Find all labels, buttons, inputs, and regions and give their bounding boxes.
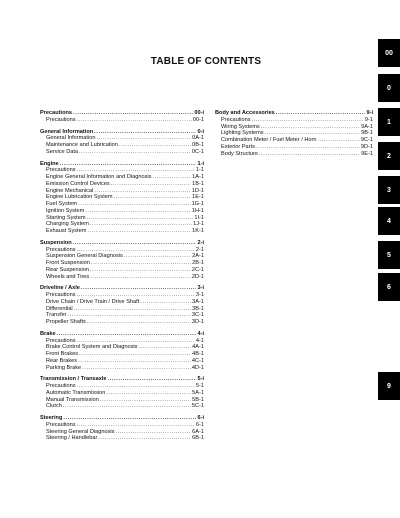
toc-left-column: [40, 110, 204, 447]
toc-section-title: Body and Accessories: [215, 110, 275, 116]
toc-entry-title: Brake Control System and Diagnosis: [46, 344, 138, 351]
dot-leader: [100, 397, 191, 404]
toc-entry-title: Combination Meter / Fuel Meter / Horn: [221, 137, 317, 143]
toc-entry-title: Starting System: [46, 214, 86, 221]
page-number: 9-i: [366, 110, 373, 116]
toc-section: [40, 331, 204, 372]
page-number: 9D-1: [360, 143, 373, 150]
toc-section: [215, 110, 373, 157]
toc-entry[interactable]: [215, 151, 373, 158]
toc-entry[interactable]: [40, 135, 204, 142]
dot-leader: [77, 167, 195, 174]
page-number: 3-i: [197, 285, 204, 292]
dot-leader: [138, 344, 191, 351]
dot-leader: [77, 247, 195, 254]
page-number: 9B-1: [361, 130, 373, 137]
dot-leader: [259, 151, 360, 158]
toc-entry[interactable]: [40, 208, 204, 215]
dot-leader: [124, 253, 191, 260]
page-number: 9A-1: [361, 123, 373, 130]
toc-entry[interactable]: [215, 137, 373, 144]
page-number: 1I-1: [194, 214, 204, 221]
toc-entry[interactable]: [40, 201, 204, 208]
toc-entry[interactable]: [40, 117, 204, 124]
toc-entry[interactable]: [40, 228, 204, 235]
page-number: 5A-1: [192, 389, 204, 396]
page-number: 2B-1: [192, 260, 204, 266]
page-number: 1J-1: [193, 221, 204, 228]
toc-section-title: Steering: [40, 415, 63, 421]
page-number: 6A-1: [192, 428, 204, 435]
toc-entry-title: Precautions: [46, 246, 76, 253]
toc-section-title: Brake: [40, 330, 56, 337]
dot-leader: [261, 124, 360, 131]
page-number: 1-1: [195, 167, 204, 174]
toc-entry-title: Wheels and Tires: [46, 273, 90, 280]
section-tab-6[interactable]: 6: [378, 273, 400, 301]
toc-entry-title: Differential: [46, 305, 73, 312]
toc-section-heading[interactable]: [40, 415, 204, 422]
toc-entry-title: Precautions: [46, 421, 76, 428]
page-number: 1-i: [197, 160, 204, 167]
toc-section-heading[interactable]: [40, 240, 204, 247]
dot-leader: [77, 422, 195, 429]
dot-leader: [265, 130, 361, 137]
toc-entry[interactable]: [40, 149, 204, 156]
page-number: 6B-1: [192, 435, 204, 442]
toc-section-title: General Information: [40, 128, 94, 135]
page-number: 1H-1: [191, 207, 204, 214]
toc-entry-title: Exhaust System: [46, 228, 87, 234]
toc-entry-title: Precautions: [46, 337, 76, 344]
dot-leader: [115, 429, 191, 436]
toc-entry-title: Engine Lubrication System: [46, 194, 113, 201]
toc-entry-title: Precautions: [46, 292, 76, 298]
page-number: 2D-1: [191, 273, 204, 280]
page-number: 9C-1: [360, 137, 373, 143]
dot-leader: [94, 188, 191, 195]
dot-leader: [79, 149, 191, 156]
toc-section: [40, 129, 204, 156]
toc-section-title: Engine: [40, 160, 59, 167]
toc-entry-title: Automatic Transmission: [46, 389, 106, 396]
page-number: 3B-1: [192, 305, 204, 312]
toc-entry-title: Precautions: [46, 116, 76, 123]
dot-leader: [106, 390, 191, 397]
toc-entry[interactable]: [40, 358, 204, 365]
page-number: 2A-1: [192, 253, 204, 260]
page-number: 0C-1: [191, 148, 204, 155]
toc-entry-title: Wiring Systems: [221, 123, 260, 130]
page-number: 1D-1: [191, 187, 204, 194]
dot-leader: [77, 338, 195, 345]
dot-leader: [140, 299, 191, 306]
toc-section-heading[interactable]: [40, 376, 204, 383]
toc-entry[interactable]: [40, 435, 204, 442]
section-tab-9[interactable]: 9: [378, 372, 400, 400]
toc-entry[interactable]: [40, 319, 204, 326]
toc-entry[interactable]: [40, 221, 204, 228]
page-number: 4D-1: [191, 364, 204, 371]
dot-leader: [111, 181, 191, 188]
toc-entry-title: Precautions: [221, 116, 251, 123]
page-number: 0A-1: [192, 135, 204, 142]
toc-entry-title: Fuel System: [46, 201, 78, 207]
page-number: 1E-1: [192, 194, 204, 201]
dot-leader: [114, 194, 192, 201]
dot-leader: [77, 292, 195, 299]
toc-section-title: Suspension: [40, 239, 72, 246]
page-number: 3-1: [195, 292, 204, 298]
dot-leader: [94, 129, 196, 136]
page-number: 1A-1: [192, 174, 204, 180]
toc-entry-title: Suspension General Diagnosis: [46, 253, 123, 260]
toc-section-heading[interactable]: [40, 110, 204, 117]
toc-entry-title: Exterior Parts: [221, 143, 255, 150]
page-number: 2-i: [197, 239, 204, 246]
page-number: 4A-1: [192, 344, 204, 351]
toc-entry[interactable]: [215, 144, 373, 151]
toc-entry[interactable]: [215, 130, 373, 137]
dot-leader: [68, 312, 191, 319]
dot-leader: [152, 174, 191, 181]
toc-entry[interactable]: [40, 253, 204, 260]
dot-leader: [63, 415, 196, 422]
dot-leader: [90, 221, 192, 228]
toc-entry[interactable]: [40, 181, 204, 188]
dot-leader: [85, 208, 191, 215]
page-number: 1B-1: [192, 180, 204, 187]
toc-section: [40, 161, 204, 235]
toc-entry[interactable]: [40, 383, 204, 390]
page-number: 3A-1: [192, 298, 204, 305]
toc-entry[interactable]: [40, 397, 204, 404]
toc-section: [40, 240, 204, 281]
toc-section: [40, 110, 204, 124]
dot-leader: [77, 117, 192, 124]
toc-entry[interactable]: [40, 292, 204, 299]
toc-entry[interactable]: [40, 351, 204, 358]
page-number: 5B-1: [192, 396, 204, 403]
toc-entry-title: Steering / Handlebar: [46, 435, 98, 442]
page-number: 2C-1: [191, 266, 204, 273]
toc-section-title: Precautions: [40, 110, 73, 116]
dot-leader: [63, 403, 191, 410]
page-title: TABLE OF CONTENTS: [150, 56, 262, 67]
toc-entry-title: Body Structure: [221, 150, 258, 157]
section-tab-4[interactable]: 4: [378, 207, 400, 235]
toc-entry[interactable]: [40, 312, 204, 319]
dot-leader: [90, 274, 191, 281]
toc-entry[interactable]: [40, 274, 204, 281]
page-number: 9E-1: [361, 150, 373, 157]
toc-entry[interactable]: [40, 365, 204, 372]
page-number: 4-i: [197, 330, 204, 337]
dot-leader: [86, 215, 193, 222]
toc-section-heading[interactable]: [40, 129, 204, 136]
toc-entry[interactable]: [40, 247, 204, 254]
dot-leader: [317, 137, 359, 144]
page-number: 3D-1: [191, 319, 204, 325]
toc-section: [40, 285, 204, 326]
toc-entry-title: Engine Mechanical: [46, 187, 94, 194]
page-number: 5-1: [195, 383, 204, 389]
toc-entry-title: Rear Suspension: [46, 266, 89, 273]
section-tabs: [378, 0, 400, 518]
page-number: 4C-1: [191, 357, 204, 364]
toc-entry-title: Parking Brake: [46, 364, 82, 371]
page-number: 1K-1: [192, 228, 204, 234]
section-tab-2[interactable]: 2: [378, 142, 400, 170]
toc-entry-title: Precautions: [46, 383, 76, 389]
toc-entry[interactable]: [40, 403, 204, 410]
toc-entry[interactable]: [40, 215, 204, 222]
toc-entry-title: Engine General Information and Diagnosis: [46, 174, 152, 180]
toc-entry-title: Transfer: [46, 312, 67, 319]
dot-leader: [256, 144, 360, 151]
page-number: 5-i: [197, 376, 204, 383]
page-number: 00-i: [194, 110, 204, 116]
toc-entry-title: Drive Chain / Drive Train / Drive Shaft: [46, 298, 140, 305]
dot-leader: [98, 435, 191, 442]
dot-leader: [91, 260, 191, 267]
toc-entry[interactable]: [40, 260, 204, 267]
toc-entry-title: Front Suspension: [46, 260, 90, 266]
toc-section-title: Transmission / Transaxle: [40, 376, 107, 383]
section-tab-00[interactable]: 00: [378, 39, 400, 67]
dot-leader: [81, 285, 197, 292]
toc-entry[interactable]: [40, 306, 204, 313]
toc-entry[interactable]: [40, 344, 204, 351]
dot-leader: [108, 376, 197, 383]
dot-leader: [87, 228, 191, 235]
dot-leader: [74, 306, 192, 313]
toc-entry-title: Ignition System: [46, 207, 85, 214]
page-number: 3C-1: [191, 312, 204, 319]
dot-leader: [119, 142, 191, 149]
toc-entry[interactable]: [40, 267, 204, 274]
toc-entry[interactable]: [40, 167, 204, 174]
toc-entry-title: Lighting Systems: [221, 130, 264, 137]
page-number: 4B-1: [192, 351, 204, 357]
toc-entry-title: Charging System: [46, 221, 89, 228]
dot-leader: [96, 135, 191, 142]
page-number: 6-i: [197, 415, 204, 421]
page-number: 0-i: [197, 128, 204, 135]
dot-leader: [73, 240, 197, 247]
page-number: 6-1: [195, 421, 204, 428]
dot-leader: [57, 331, 197, 338]
dot-leader: [73, 110, 193, 117]
page-number: 4-1: [195, 337, 204, 344]
dot-leader: [77, 383, 195, 390]
dot-leader: [252, 117, 364, 124]
page-number: 9-1: [364, 116, 373, 123]
dot-leader: [82, 365, 191, 372]
toc-entry[interactable]: [40, 188, 204, 195]
section-tab-1[interactable]: 1: [378, 108, 400, 136]
toc-entry[interactable]: [40, 338, 204, 345]
toc-section: [40, 376, 204, 410]
toc-entry-title: Service Data: [46, 148, 79, 155]
toc-entry-title: Precautions: [46, 167, 76, 174]
toc-entry-title: Emission Control Devices: [46, 180, 110, 187]
toc-entry[interactable]: [40, 422, 204, 429]
toc-section-title: Driveline / Axle: [40, 285, 80, 292]
page-number: 00-1: [192, 116, 204, 123]
dot-leader: [78, 358, 191, 365]
dot-leader: [78, 201, 190, 208]
toc-entry-title: Clutch: [46, 403, 62, 410]
toc-entry-title: Steering General Diagnosis: [46, 428, 115, 435]
toc-entry[interactable]: [40, 174, 204, 181]
dot-leader: [90, 267, 191, 274]
toc-section-heading[interactable]: [215, 110, 373, 117]
toc-section-heading[interactable]: [40, 161, 204, 168]
page-number: 2-1: [195, 246, 204, 253]
toc-entry-title: General Information: [46, 135, 96, 142]
page-number: 5C-1: [191, 403, 204, 410]
toc-entry[interactable]: [40, 194, 204, 201]
page-number: 0B-1: [192, 142, 204, 148]
toc-entry[interactable]: [215, 117, 373, 124]
toc-entry-title: Front Brakes: [46, 351, 79, 357]
toc-entry[interactable]: [40, 429, 204, 436]
page-number: 1G-1: [191, 201, 204, 207]
dot-leader: [87, 319, 191, 326]
toc-section-heading[interactable]: [40, 285, 204, 292]
toc-entry[interactable]: [40, 142, 204, 149]
toc-entry[interactable]: [215, 124, 373, 131]
toc-entry-title: Propeller Shafts: [46, 319, 86, 325]
section-tab-0[interactable]: 0: [378, 74, 400, 102]
section-tab-5[interactable]: 5: [378, 241, 400, 269]
toc-entry-title: Maintenance and Lubrication: [46, 142, 118, 148]
section-tab-3[interactable]: 3: [378, 176, 400, 204]
toc-entry-title: Rear Brakes: [46, 357, 78, 364]
toc-section-heading[interactable]: [40, 331, 204, 338]
dot-leader: [79, 351, 191, 358]
toc-entry-title: Manual Transmission: [46, 396, 99, 403]
toc-right-column: [215, 110, 373, 162]
dot-leader: [60, 161, 197, 168]
toc-entry[interactable]: [40, 390, 204, 397]
dot-leader: [276, 110, 366, 117]
toc-section: [40, 415, 204, 442]
toc-entry[interactable]: [40, 299, 204, 306]
